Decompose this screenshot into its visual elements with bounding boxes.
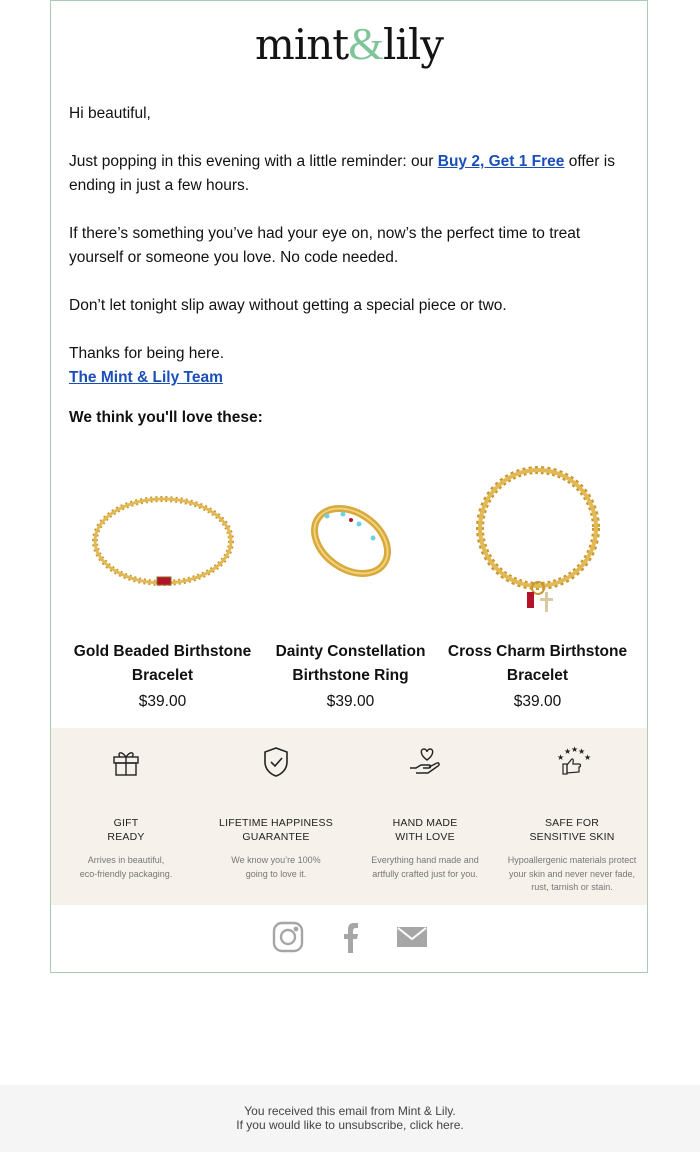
social-links (51, 919, 647, 955)
features-band (51, 728, 647, 905)
heart-hand-icon (350, 744, 500, 780)
product-name-line2: Bracelet (131, 667, 194, 684)
logo-text-lily: lily (382, 20, 443, 69)
footer-line1: You received this email from Mint & Lily. (244, 1104, 456, 1118)
product-name-line1: Dainty Constellation (275, 643, 426, 660)
feature-sensitive-skin (497, 744, 647, 895)
product-price: $39.00 (326, 693, 375, 710)
gold-beaded-bracelet-image[interactable] (69, 456, 256, 626)
product-name[interactable] (69, 640, 256, 688)
email-card (50, 0, 648, 973)
cross-charm-bracelet-image[interactable] (444, 456, 631, 626)
product-name-line2: Bracelet (506, 667, 569, 684)
brand-logo[interactable] (51, 18, 647, 69)
unsubscribe-link[interactable]: click here (409, 1118, 461, 1132)
logo-ampersand: & (348, 18, 383, 69)
logo-text-mint: mint (255, 20, 349, 69)
feature-description: Everything hand made and artfully crafted just for you. (371, 855, 479, 879)
team-signature (69, 366, 629, 390)
gift-icon (51, 744, 201, 780)
email-icon[interactable] (394, 919, 430, 955)
product-name-line1: Gold Beaded Birthstone (73, 643, 252, 660)
product-name[interactable] (444, 640, 631, 688)
product-name-line2: Birthstone Ring (292, 667, 409, 684)
instagram-icon[interactable] (270, 919, 306, 955)
feature-description: Hypoallergenic materials protect your skin and never never fade, rust, tarnish or stain. (507, 855, 637, 892)
stars-thumbs-up-icon (497, 744, 647, 780)
product-price: $39.00 (138, 693, 187, 710)
greeting: Hi beautiful, (69, 105, 151, 122)
feature-title: LIFETIME HAPPINESS GUARANTEE (219, 817, 333, 843)
offer-text-before: Just popping in this evening with a little reminder: our (69, 153, 438, 170)
email-footer (0, 1085, 700, 1152)
feature-title: SAFE FOR SENSITIVE SKIN (529, 817, 615, 843)
recommendations-heading: We think you'll love these: (69, 409, 263, 426)
offer-text-after: offer is ending in just a few hours. (69, 153, 615, 194)
svg-text:★: ★ (584, 753, 591, 762)
svg-text:★: ★ (557, 753, 565, 762)
shield-check-icon (201, 744, 351, 780)
feature-title: HAND MADE WITH LOVE (392, 817, 458, 843)
offer-paragraph (69, 150, 629, 198)
product-name-line1: Cross Charm Birthstone (447, 643, 628, 660)
constellation-ring-image[interactable] (257, 456, 444, 626)
team-link[interactable]: The Mint & Lily Team (69, 369, 223, 386)
feature-title: GIFT READY (107, 817, 145, 843)
tonight-paragraph: Don’t let tonight slip away without getting a special piece or two. (69, 297, 507, 314)
feature-guarantee (201, 744, 351, 881)
svg-text:★: ★ (578, 747, 586, 756)
feature-description: Arrives in beautiful, eco-friendly packaging. (79, 855, 173, 879)
facebook-icon[interactable] (332, 919, 368, 955)
product-card[interactable] (444, 456, 631, 711)
offer-link[interactable]: Buy 2, Get 1 Free (437, 153, 565, 170)
email-body (69, 102, 629, 390)
svg-text:★: ★ (564, 747, 572, 756)
product-card[interactable] (257, 456, 444, 711)
feature-handmade (350, 744, 500, 881)
product-price: $39.00 (513, 693, 562, 710)
svg-text:★: ★ (571, 746, 579, 754)
product-name[interactable] (257, 640, 444, 688)
product-card[interactable] (69, 456, 256, 711)
feature-gift (51, 744, 201, 881)
signoff: Thanks for being here. (69, 345, 225, 362)
treat-paragraph: If there’s something you’ve had your eye on, now’s the perfect time to treat yourself or someone you love. No code needed. (69, 225, 581, 266)
footer-line2: If you would like to unsubscribe, click here. (236, 1118, 464, 1132)
feature-description: We know you’re 100% going to love it. (231, 855, 321, 879)
